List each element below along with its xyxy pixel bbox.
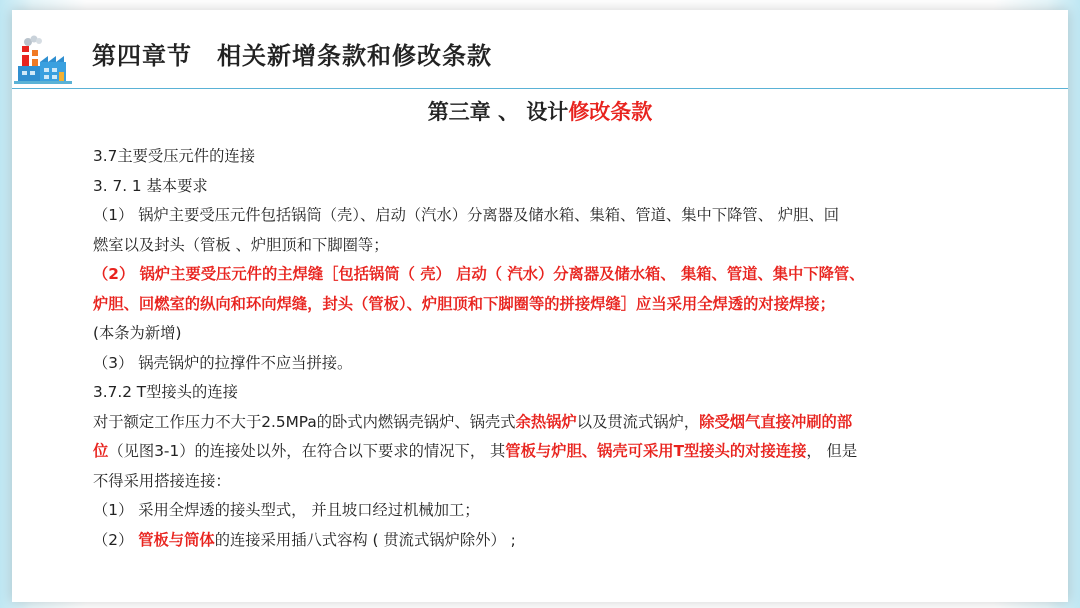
clause-item-2-highlight: （2） 锅炉主要受压元件的主焊缝［包括锅筒（ 壳） 启动（ 汽水）分离器及储水箱、 集箱、管道、集中下降管、 (93, 265, 865, 283)
header-divider (12, 88, 1068, 89)
clause-subheading: 3. 7. 1 基本要求 (93, 176, 208, 195)
section-subtitle (12, 96, 1068, 126)
page-title: 第四章节 相关新增条款和修改条款 (92, 42, 492, 70)
text-run: 的连接采用插八式容构 ( 贯流式锅炉除外） ; (214, 530, 516, 549)
highlight-run: 管板与筒体 (138, 530, 215, 549)
highlight-run: 管板与炉胆、锅壳可采用T型接头的对接连接 (505, 442, 807, 460)
t-joint-paragraph-line-3: 不得采用搭接连接： (93, 471, 231, 490)
highlight-run: 位 (93, 442, 109, 460)
highlight-run: 余热锅炉 (515, 412, 577, 431)
clause-item-1-cont: 燃室以及封头（管板 、炉胆顶和下脚圈等； (93, 235, 389, 254)
factory-icon (14, 34, 72, 84)
subtitle-main: 第三章 、 设计 (427, 100, 569, 124)
t-joint-paragraph-line-1 (93, 408, 1003, 438)
clause-item-3: （3） 锅壳锅炉的拉撑件不应当拼接。 (93, 353, 353, 372)
slide (12, 10, 1068, 602)
clause-heading: 3.7主要受压元件的连接 (93, 147, 255, 165)
clause-item-2-highlight-cont: 炉胆、回燃室的纵向和环向焊缝，封头（管板）、炉胆顶和下脚圈等的拼接焊缝］应当采用全焊透的对接焊接； (93, 294, 835, 313)
text-run: （2） (93, 530, 139, 549)
clause-item-1: （1） 锅炉主要受压元件包括锅筒（壳）、启动（汽水）分离器及储水箱、集箱、管道、集中下降管、 炉胆、回 (93, 206, 840, 224)
new-clause-note: (本条为新增) (93, 324, 182, 342)
t-joint-item-2 (93, 526, 1003, 556)
t-joint-item-1: （1） 采用全焊透的接头型式， 并且坡口经过机械加工； (93, 501, 480, 519)
subtitle-highlight: 修改条款 (568, 100, 653, 124)
clause-body (93, 142, 1003, 555)
header (12, 10, 1068, 90)
highlight-run: 除受烟气直接冲刷的部 (699, 412, 853, 431)
clause-heading-t-joint: 3.7.2 T型接头的连接 (93, 383, 238, 401)
t-joint-paragraph-line-2 (93, 437, 1003, 467)
text-run: （见图3-1）的连接处以外，在符合以下要求的情况下， 其 (108, 442, 506, 460)
text-run: 对于额定工作压力不大于2.5MPa的卧式内燃锅壳锅炉、锅壳式 (93, 412, 516, 431)
text-run: ， 但是 (806, 442, 858, 460)
text-run: 以及贯流式锅炉， (576, 412, 700, 431)
